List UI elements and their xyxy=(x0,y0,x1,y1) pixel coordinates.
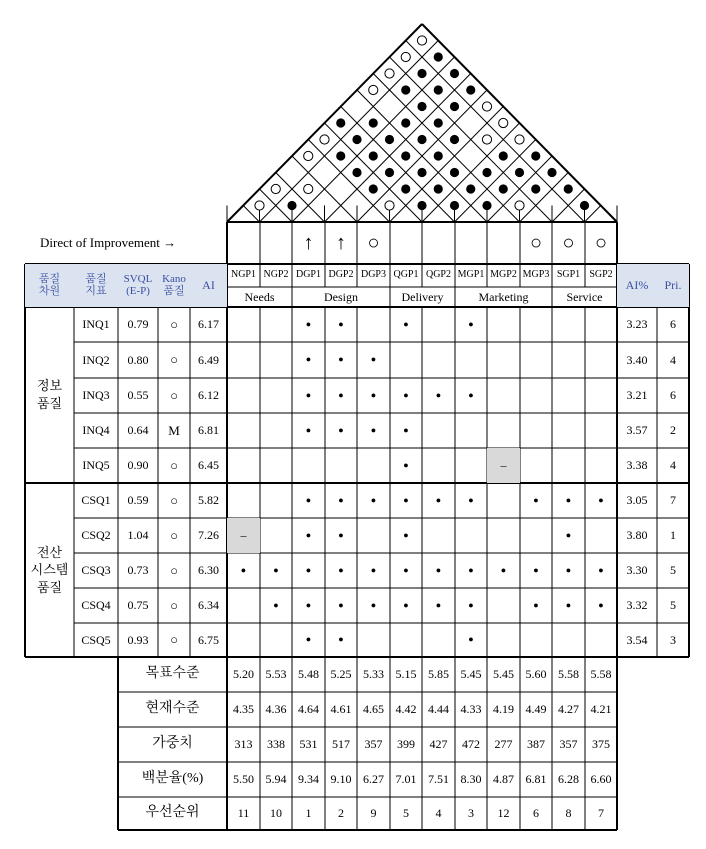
group-needs: Needs xyxy=(244,289,275,304)
relationship-cell xyxy=(260,342,292,378)
column-header-qgp1: QGP1 xyxy=(393,269,419,281)
relationship-cell xyxy=(487,588,520,623)
kano-value: ○ xyxy=(170,597,178,613)
bottom-label-2: 현재수준 xyxy=(145,701,200,717)
priority-value: 4 xyxy=(670,352,676,367)
priority-value: 5 xyxy=(670,563,676,578)
bottom-value: 12 xyxy=(497,806,510,821)
relationship-cell xyxy=(292,448,325,483)
column-header-sgp1: SGP1 xyxy=(556,269,581,281)
relationship-cell: ● xyxy=(338,354,344,365)
relationship-cell xyxy=(487,413,520,448)
relationship-cell xyxy=(390,623,422,657)
group-delivery: Delivery xyxy=(401,289,444,304)
bottom-value: 4.42 xyxy=(395,702,417,717)
relationship-cell: ● xyxy=(273,564,279,575)
bottom-value: 5 xyxy=(403,806,409,821)
bottom-value: 6.60 xyxy=(590,772,612,787)
indicator-inq3: INQ3 xyxy=(82,388,110,403)
indicator-csq1: CSQ1 xyxy=(81,493,111,508)
relationship-cell: ● xyxy=(240,564,247,575)
relationship-cell xyxy=(227,342,260,378)
bottom-value: 4.87 xyxy=(493,772,514,787)
column-header-dgp1: DGP1 xyxy=(295,269,321,281)
bottom-value: 8.30 xyxy=(460,772,482,787)
relationship-cell xyxy=(520,623,552,657)
relationship-cell: ● xyxy=(338,494,344,505)
kano-value: ○ xyxy=(170,352,178,368)
relationship-cell: ● xyxy=(305,599,312,610)
bottom-value: 11 xyxy=(237,806,250,821)
kano-value: ○ xyxy=(170,632,178,648)
relationship-cell xyxy=(422,342,455,378)
direction-qgp1 xyxy=(390,222,422,264)
ai-value: 5.82 xyxy=(198,493,219,508)
direction-sgp1: ○ xyxy=(562,231,575,254)
kano-value: ○ xyxy=(170,387,178,403)
header-ai: AI xyxy=(190,264,227,307)
bottom-label-3: 가중치 xyxy=(152,736,193,752)
column-header-mgp1: MGP1 xyxy=(457,269,485,281)
header-priority: Pri. xyxy=(657,264,689,307)
group-marketing: Marketing xyxy=(478,289,529,304)
relationship-cell: ● xyxy=(468,564,474,575)
relationship-cell: ● xyxy=(403,564,409,575)
ai-percent-value: 3.80 xyxy=(626,528,648,543)
relationship-cell: ● xyxy=(468,634,474,645)
relationship-cell xyxy=(227,448,260,483)
ai-value: 6.30 xyxy=(198,563,219,578)
priority-value: 7 xyxy=(670,493,676,508)
bottom-label-4: 백분율(%) xyxy=(141,771,204,787)
relationship-cell: ● xyxy=(370,389,377,400)
kano-value: ○ xyxy=(170,457,178,473)
ai-percent-value: 3.05 xyxy=(626,493,648,508)
ai-value: 6.45 xyxy=(198,458,219,473)
direction-mgp3: ○ xyxy=(529,231,543,254)
relationship-cell xyxy=(487,623,520,657)
relationship-cell: ● xyxy=(598,564,604,575)
bottom-value: 4.61 xyxy=(330,702,352,717)
relationship-cell: ● xyxy=(273,599,279,610)
relationship-cell: ● xyxy=(403,459,409,470)
relationship-cell xyxy=(487,483,520,518)
bottom-value: 472 xyxy=(462,737,480,752)
relationship-cell xyxy=(552,307,585,342)
relationship-cell xyxy=(585,413,617,448)
relationship-cell: ● xyxy=(468,599,474,610)
relationship-cell xyxy=(552,448,585,483)
svql-value: 0.79 xyxy=(127,317,149,332)
ai-percent-value: 3.21 xyxy=(626,388,648,403)
direction-dgp2: ↑ xyxy=(336,231,346,254)
bottom-value: 399 xyxy=(397,737,415,752)
relationship-cell xyxy=(585,623,617,657)
bottom-value: 4.35 xyxy=(233,702,254,717)
bottom-value: 4.49 xyxy=(525,702,547,717)
bottom-value: 5.50 xyxy=(233,772,254,787)
bottom-value: 5.33 xyxy=(363,667,384,682)
relationship-cell: ● xyxy=(338,599,344,610)
relationship-cell: ● xyxy=(403,529,409,540)
relationship-cell xyxy=(520,413,552,448)
relationship-cell xyxy=(520,307,552,342)
relationship-cell: ● xyxy=(338,389,344,400)
relationship-cell: ● xyxy=(370,564,377,575)
svql-value: 0.75 xyxy=(127,598,149,613)
relationship-cell xyxy=(260,483,292,518)
indicator-inq2: INQ2 xyxy=(82,352,110,367)
relationship-cell xyxy=(455,342,487,378)
bottom-value: 6.28 xyxy=(558,772,579,787)
bottom-value: 5.15 xyxy=(395,667,417,682)
ai-percent-value: 3.40 xyxy=(626,352,648,367)
bottom-value: 4.19 xyxy=(493,702,514,717)
relationship-cell xyxy=(455,413,487,448)
svql-value: 0.64 xyxy=(127,423,149,438)
ai-value: 7.26 xyxy=(198,528,219,543)
relationship-cell: ● xyxy=(598,494,604,505)
relationship-cell xyxy=(260,518,292,553)
relationship-cell xyxy=(260,623,292,657)
relationship-cell: ● xyxy=(468,494,474,505)
bottom-value: 7 xyxy=(598,806,604,821)
ai-percent-value: 3.57 xyxy=(626,423,648,438)
bottom-value: 4.36 xyxy=(265,702,287,717)
priority-value: 5 xyxy=(670,598,676,613)
indicator-inq5: INQ5 xyxy=(82,458,110,473)
relationship-cell xyxy=(487,518,520,553)
relationship-cell xyxy=(390,342,422,378)
svql-value: 0.73 xyxy=(127,563,149,578)
relationship-cell: ● xyxy=(305,634,312,645)
header-kano: Kano 품질 xyxy=(158,264,190,307)
relationship-cell: ● xyxy=(338,634,344,645)
bottom-value: 7.51 xyxy=(428,772,449,787)
kano-value: ○ xyxy=(170,527,178,543)
relationship-cell xyxy=(227,413,260,448)
relationship-cell xyxy=(520,342,552,378)
relationship-cell: ● xyxy=(338,424,344,435)
svql-value: 0.55 xyxy=(127,388,149,403)
relationship-cell: ● xyxy=(565,564,572,575)
relationship-cell xyxy=(520,448,552,483)
relationship-cell xyxy=(487,307,520,342)
indicator-inq4: INQ4 xyxy=(82,423,110,438)
relationship-cell: ● xyxy=(403,318,409,329)
priority-value: 3 xyxy=(670,632,676,647)
kano-value: ○ xyxy=(170,562,178,578)
svql-value: 0.93 xyxy=(127,632,149,647)
relationship-cell xyxy=(552,378,585,413)
bottom-value: 2 xyxy=(338,806,344,821)
relationship-cell: ● xyxy=(468,389,474,400)
bottom-value: 4 xyxy=(435,806,442,821)
relationship-cell: – xyxy=(240,528,247,543)
relationship-cell: ● xyxy=(338,529,344,540)
bottom-value: 5.25 xyxy=(330,667,352,682)
relationship-cell: ● xyxy=(305,529,312,540)
indicator-inq1: INQ1 xyxy=(82,317,110,332)
ai-percent-value: 3.32 xyxy=(626,598,648,613)
bottom-value: 387 xyxy=(527,737,545,752)
bottom-value: 5.20 xyxy=(233,667,254,682)
direction-dgp1: ↑ xyxy=(303,231,314,254)
ai-percent-value: 3.54 xyxy=(626,632,648,647)
relationship-cell: ● xyxy=(370,424,377,435)
direction-qgp2 xyxy=(422,222,455,264)
relationship-cell xyxy=(520,378,552,413)
relationship-cell: ● xyxy=(533,599,539,610)
bottom-value: 4.27 xyxy=(558,702,579,717)
bottom-value: 531 xyxy=(299,737,318,752)
relationship-cell: – xyxy=(500,458,507,473)
relationship-cell: ● xyxy=(565,599,572,610)
indicator-csq4: CSQ4 xyxy=(81,598,111,613)
relationship-cell xyxy=(325,448,357,483)
bottom-value: 10 xyxy=(270,806,282,821)
relationship-cell xyxy=(487,378,520,413)
bottom-value: 6.27 xyxy=(363,772,384,787)
column-header-dgp2: DGP2 xyxy=(328,269,354,281)
priority-value: 6 xyxy=(670,317,676,332)
dimension-label-2: 전산 시스템 품질 xyxy=(30,544,69,595)
header-quality-indicator: 품질 지표 xyxy=(74,264,118,307)
bottom-value: 8 xyxy=(565,806,572,821)
relationship-cell xyxy=(585,518,617,553)
relationship-cell: ● xyxy=(435,564,442,575)
direction-mgp2 xyxy=(487,222,520,264)
direction-of-improvement-label: Direct of Improvement → xyxy=(40,235,177,251)
bottom-value: 4.44 xyxy=(428,702,449,717)
relationship-cell: ● xyxy=(370,494,377,505)
kano-value: ○ xyxy=(170,316,178,332)
bottom-value: 5.48 xyxy=(298,667,319,682)
priority-value: 6 xyxy=(670,388,676,403)
bottom-value: 6.81 xyxy=(525,772,547,787)
relationship-cell: ● xyxy=(435,599,442,610)
relationship-cell xyxy=(227,588,260,623)
relationship-cell: ● xyxy=(338,564,344,575)
relationship-cell: ● xyxy=(305,424,312,435)
bottom-value: 5.58 xyxy=(590,667,612,682)
group-design: Design xyxy=(324,289,358,304)
bottom-value: 277 xyxy=(494,737,513,752)
relationship-cell xyxy=(227,378,260,413)
bottom-value: 4.21 xyxy=(590,702,612,717)
bottom-value: 5.60 xyxy=(525,667,547,682)
ai-value: 6.49 xyxy=(198,352,219,367)
relationship-cell xyxy=(455,448,487,483)
ai-value: 6.12 xyxy=(198,388,219,403)
relationship-cell xyxy=(260,307,292,342)
relationship-cell xyxy=(422,413,455,448)
relationship-cell xyxy=(422,518,455,553)
bottom-value: 7.01 xyxy=(395,772,417,787)
direction-mgp1 xyxy=(455,222,487,264)
column-header-qgp2: QGP2 xyxy=(425,269,451,281)
header-quality-dimension: 품질 차원 xyxy=(25,264,74,307)
bottom-value: 5.45 xyxy=(493,667,514,682)
relationship-cell xyxy=(585,448,617,483)
relationship-cell xyxy=(227,623,260,657)
direction-dgp3: ○ xyxy=(367,231,380,254)
relationship-cell xyxy=(552,623,585,657)
bottom-value: 1 xyxy=(305,806,312,821)
relationship-cell: ● xyxy=(500,564,507,575)
direction-ngp2 xyxy=(260,222,292,264)
relationship-cell: ● xyxy=(338,318,344,329)
relationship-cell xyxy=(585,378,617,413)
relationship-cell: ● xyxy=(403,599,409,610)
indicator-csq3: CSQ3 xyxy=(81,563,111,578)
bottom-value: 4.64 xyxy=(298,702,319,717)
bottom-value: 5.45 xyxy=(460,667,482,682)
relationship-cell: ● xyxy=(403,389,409,400)
relationship-cell: ● xyxy=(533,494,539,505)
svql-value: 0.90 xyxy=(127,458,149,473)
column-header-dgp3: DGP3 xyxy=(360,269,386,281)
bottom-value: 9 xyxy=(370,806,377,821)
bottom-value: 5.53 xyxy=(265,667,287,682)
relationship-cell: ● xyxy=(565,529,572,540)
direction-sgp2: ○ xyxy=(594,231,608,254)
ai-value: 6.34 xyxy=(198,598,219,613)
relationship-cell: ● xyxy=(435,389,442,400)
ai-percent-value: 3.30 xyxy=(626,563,648,578)
priority-value: 2 xyxy=(670,423,676,438)
svql-value: 1.04 xyxy=(127,528,149,543)
bottom-value: 375 xyxy=(592,737,610,752)
header-ai-percent: AI% xyxy=(617,264,657,307)
bottom-value: 6 xyxy=(533,806,539,821)
column-header-mgp3: MGP3 xyxy=(522,269,550,281)
bottom-value: 357 xyxy=(559,737,578,752)
relationship-cell xyxy=(260,448,292,483)
bottom-value: 3 xyxy=(468,806,474,821)
bottom-value: 5.85 xyxy=(428,667,449,682)
bottom-value: 9.34 xyxy=(298,772,319,787)
relationship-cell xyxy=(260,378,292,413)
relationship-cell xyxy=(357,448,390,483)
relationship-cell: ● xyxy=(403,494,409,505)
bottom-value: 357 xyxy=(364,737,383,752)
relationship-cell: ● xyxy=(305,564,312,575)
relationship-cell: ● xyxy=(403,424,409,435)
dimension-label-1: 정보 품질 xyxy=(36,378,63,411)
indicator-csq5: CSQ5 xyxy=(81,632,111,647)
bottom-value: 5.94 xyxy=(265,772,287,787)
relationship-cell xyxy=(552,413,585,448)
ai-value: 6.75 xyxy=(198,632,219,647)
relationship-cell: ● xyxy=(305,318,312,329)
relationship-cell xyxy=(260,413,292,448)
indicator-csq2: CSQ2 xyxy=(81,528,111,543)
header-svql: SVQL (E-P) xyxy=(118,264,158,307)
bottom-label-1: 목표수준 xyxy=(145,666,200,682)
relationship-cell xyxy=(455,518,487,553)
direction-ngp1 xyxy=(227,222,260,264)
ai-percent-value: 3.38 xyxy=(626,458,648,473)
relationship-cell xyxy=(422,448,455,483)
column-header-ngp1: NGP1 xyxy=(230,269,256,281)
column-header-mgp2: MGP2 xyxy=(490,269,517,281)
bottom-value: 313 xyxy=(234,737,253,752)
bottom-value: 9.10 xyxy=(330,772,352,787)
ai-value: 6.17 xyxy=(198,317,219,332)
bottom-label-5: 우선순위 xyxy=(145,805,200,821)
relationship-cell: ● xyxy=(598,599,604,610)
relationship-cell: ● xyxy=(468,318,474,329)
relationship-cell xyxy=(227,483,260,518)
group-service: Service xyxy=(566,289,603,304)
bottom-value: 427 xyxy=(429,737,448,752)
bottom-value: 517 xyxy=(332,737,350,752)
bottom-value: 338 xyxy=(267,737,285,752)
priority-value: 4 xyxy=(670,458,676,473)
relationship-cell: ● xyxy=(435,494,442,505)
svql-value: 0.59 xyxy=(127,493,149,508)
relationship-cell xyxy=(552,342,585,378)
bottom-value: 4.65 xyxy=(363,702,384,717)
bottom-value: 5.58 xyxy=(558,667,579,682)
ai-value: 6.81 xyxy=(198,423,219,438)
relationship-cell xyxy=(227,307,260,342)
relationship-cell: ● xyxy=(305,389,312,400)
relationship-cell: ● xyxy=(305,354,312,365)
priority-value: 1 xyxy=(670,528,676,543)
relationship-cell xyxy=(422,623,455,657)
column-header-sgp2: SGP2 xyxy=(589,269,613,281)
relationship-cell xyxy=(487,342,520,378)
relationship-cell xyxy=(357,518,390,553)
relationship-cell xyxy=(585,342,617,378)
column-header-ngp2: NGP2 xyxy=(263,269,289,281)
ai-percent-value: 3.23 xyxy=(626,317,648,332)
kano-value: M xyxy=(168,422,180,438)
relationship-cell xyxy=(357,623,390,657)
svql-value: 0.80 xyxy=(127,352,149,367)
relationship-cell xyxy=(422,307,455,342)
relationship-cell: ● xyxy=(370,354,377,365)
relationship-cell: ● xyxy=(305,494,312,505)
kano-value: ○ xyxy=(170,492,178,508)
relationship-cell xyxy=(357,307,390,342)
relationship-cell: ● xyxy=(370,599,377,610)
relationship-cell: ● xyxy=(565,494,572,505)
relationship-cell xyxy=(585,307,617,342)
relationship-cell: ● xyxy=(533,564,539,575)
bottom-value: 4.33 xyxy=(460,702,482,717)
relationship-cell xyxy=(520,518,552,553)
